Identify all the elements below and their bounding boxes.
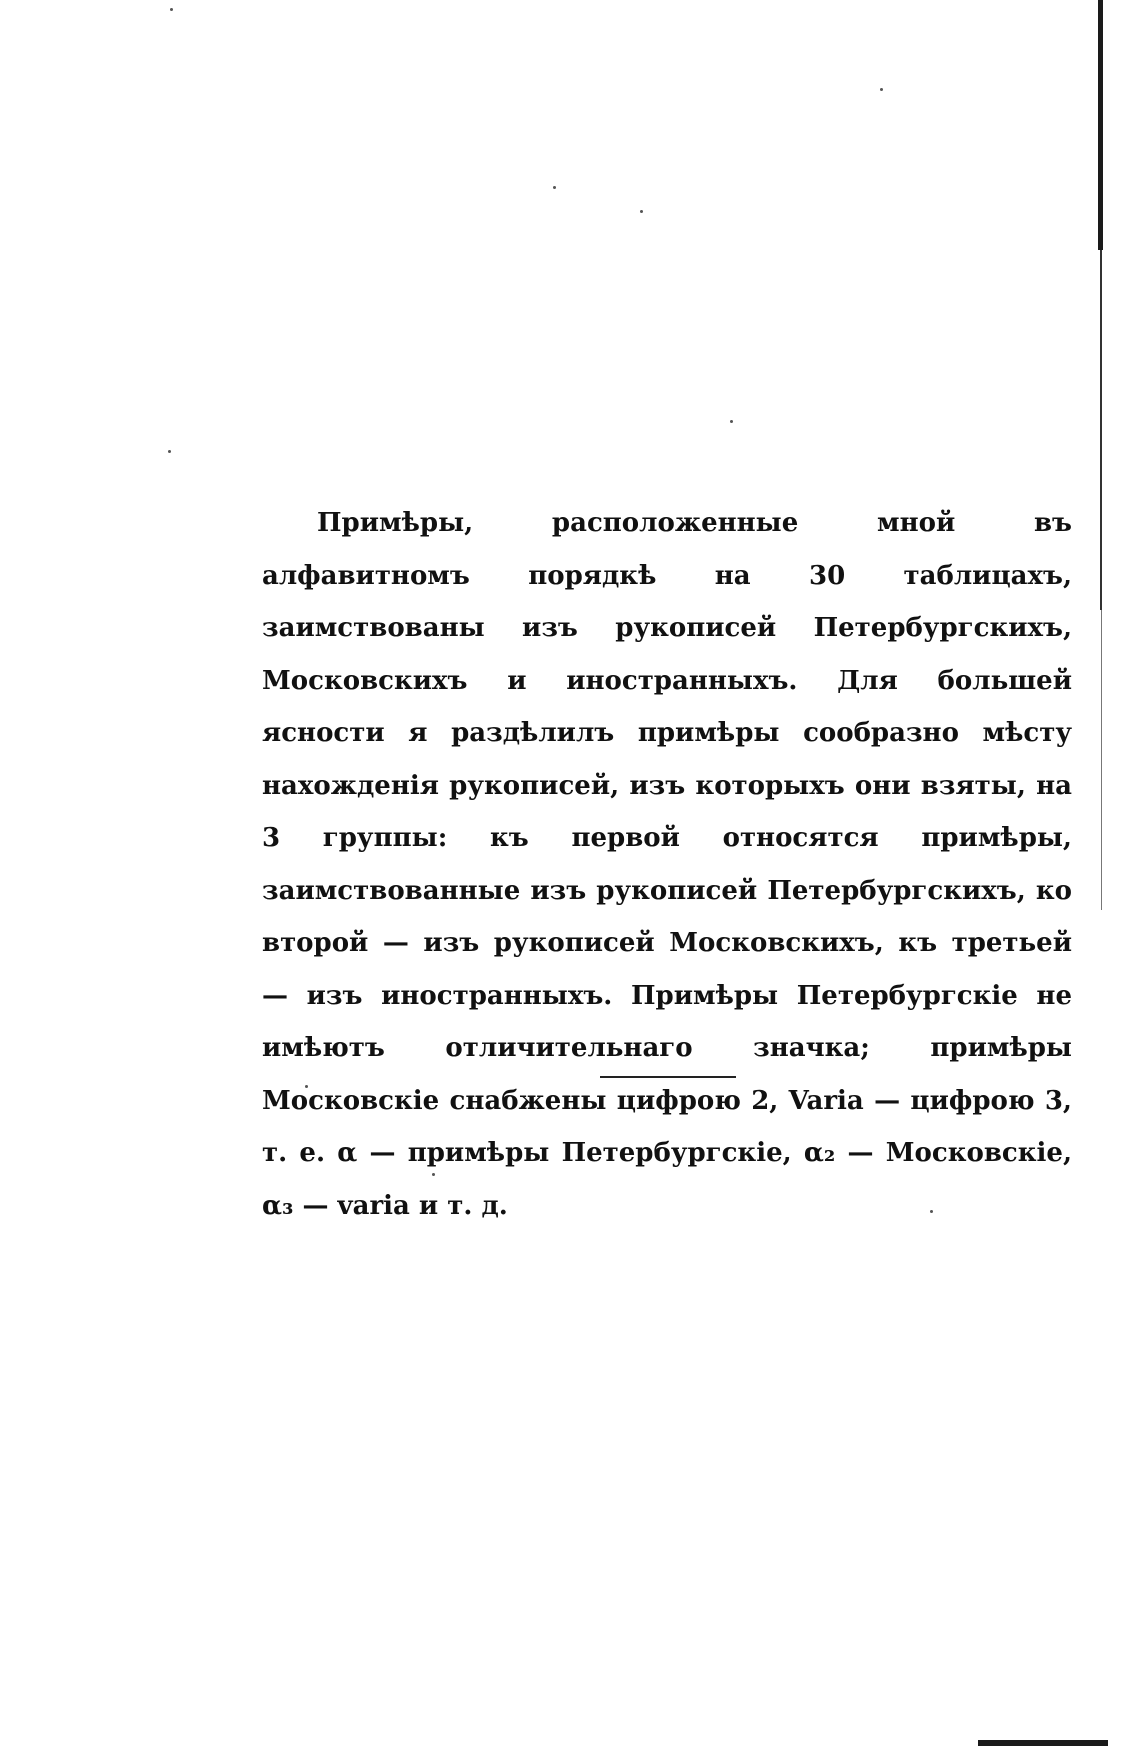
paper-speck — [553, 186, 556, 189]
paper-speck — [168, 450, 171, 453]
paper-speck — [880, 88, 883, 91]
page-edge-line — [1098, 0, 1103, 250]
paper-speck — [640, 210, 643, 213]
paper-speck — [170, 8, 173, 11]
body-text — [262, 497, 1072, 1232]
main-paragraph: Примѣры, расположенные мной въ алфавитномъ порядкѣ на 30 таблицахъ, заимствованы изъ рукописей Петербургскихъ, Московскихъ и иностранныхъ. Для большей ясности я раздѣлилъ примѣры сообразно мѣсту нахожденія рукописей, изъ которыхъ они взяты, на 3 группы: къ первой относятся примѣры, заимствованные изъ рукописей Петербургскихъ, ко второй — изъ рукописей Московскихъ, къ третьей — изъ иностранныхъ. Примѣры Петербургскіе не имѣютъ отличительнаго значка; примѣры Московскіе снабжены цифрою 2, Varia — цифрою 3, т. е. α — примѣры Петербургскіе, α₂ — Московскіе, α₃ — varia и т. д. — [262, 508, 1072, 1221]
page-bottom-mark — [978, 1740, 1108, 1746]
page-edge-line-thin — [1100, 250, 1102, 610]
section-divider — [600, 1076, 736, 1078]
page-edge-line-faint — [1101, 610, 1102, 910]
paper-speck — [730, 420, 733, 423]
